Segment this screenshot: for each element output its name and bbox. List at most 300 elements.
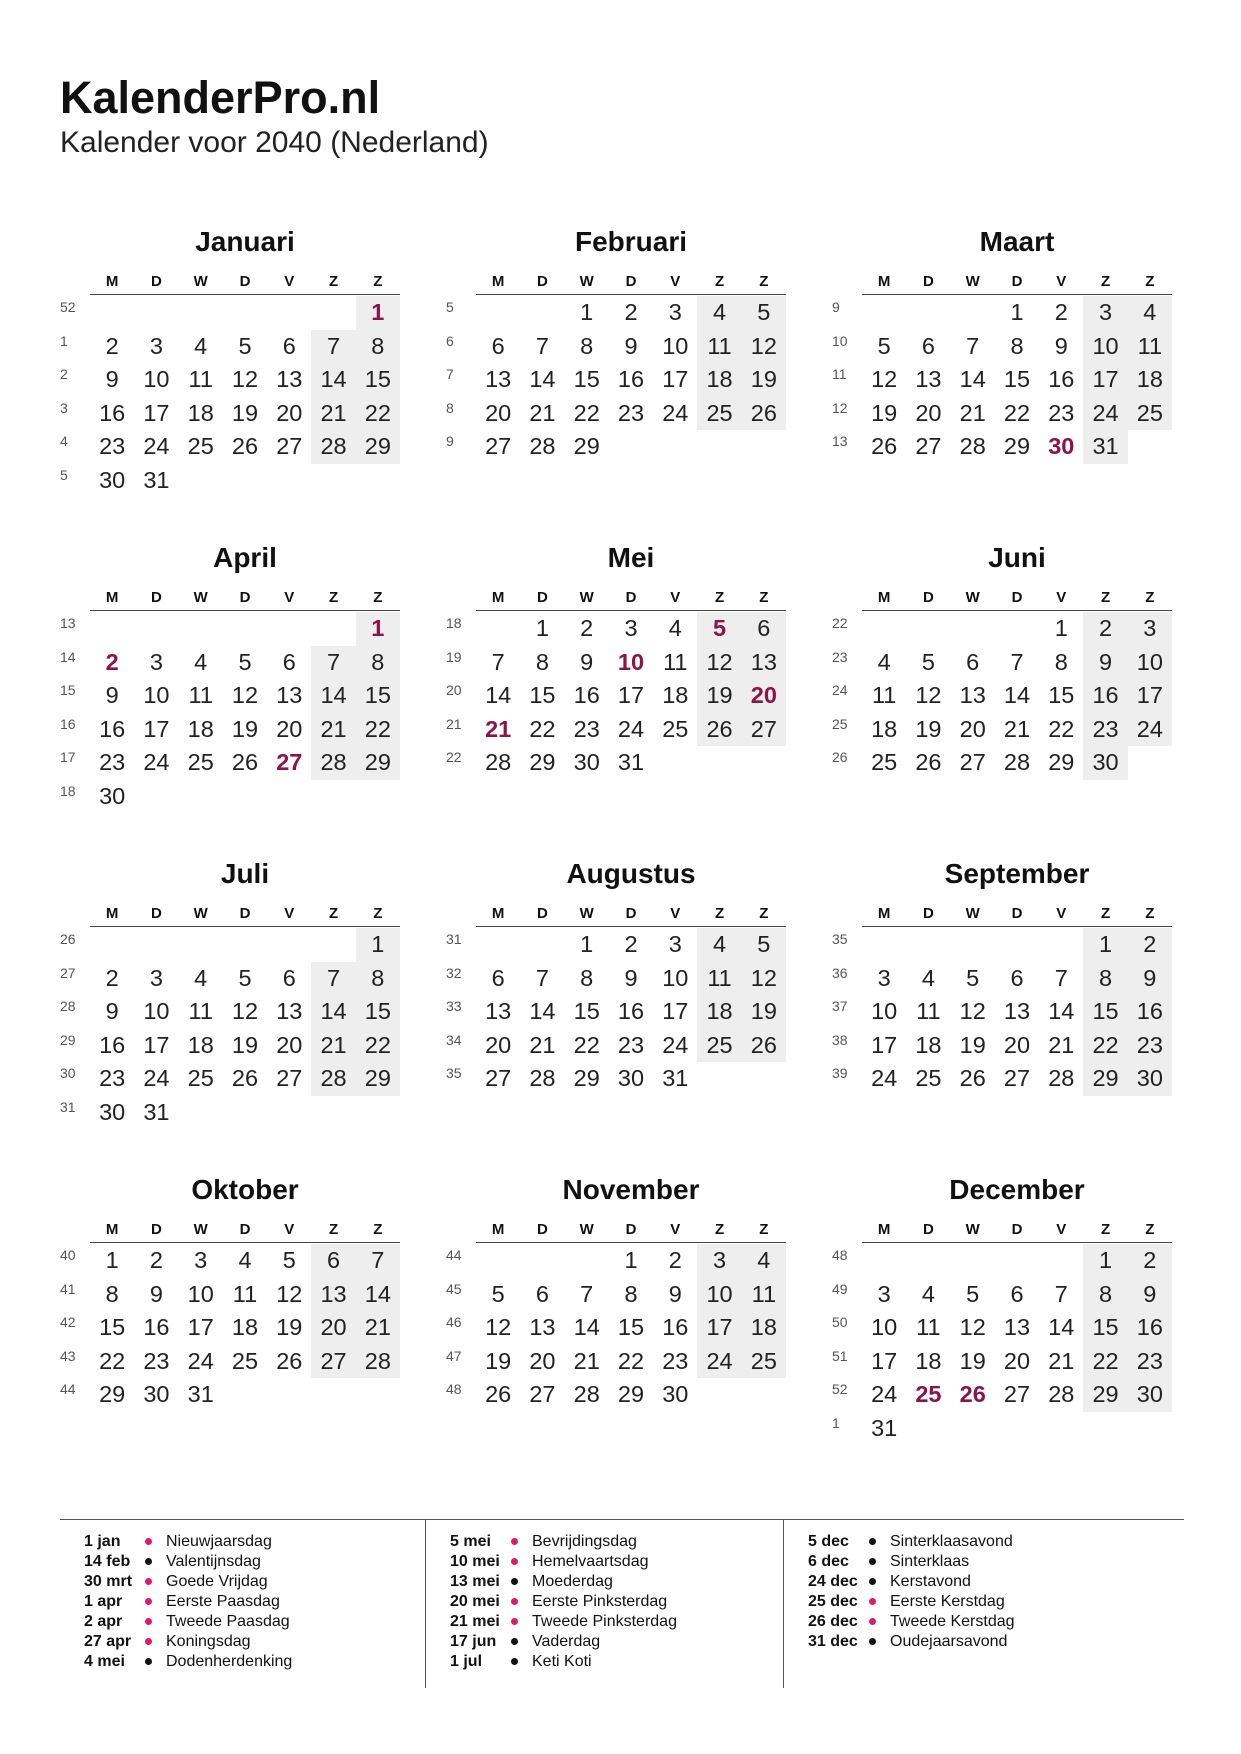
week-number: 33 — [446, 998, 462, 1014]
week-number: 28 — [60, 998, 76, 1014]
day-cell: 31 — [143, 1098, 170, 1125]
week-number: 11 — [832, 366, 847, 382]
day-cell: 12 — [231, 366, 259, 392]
holiday-dot-icon — [145, 1598, 152, 1605]
month-title: Februari — [574, 226, 688, 257]
day-cell: 8 — [624, 1280, 638, 1307]
day-cell: 7 — [491, 648, 505, 675]
week-number: 22 — [446, 749, 462, 765]
day-cell: 1 — [580, 931, 594, 957]
weekday-label: Z — [1100, 1221, 1111, 1238]
day-cell: 24 — [697, 1345, 741, 1379]
day-cell: 10 — [871, 998, 898, 1024]
day-cell: 4 — [877, 648, 891, 675]
weekday-label: W — [579, 905, 594, 922]
day-cell: 13 — [959, 682, 986, 708]
day-cell: 4 — [1128, 296, 1172, 330]
day-cell: 22 — [573, 399, 600, 426]
day-cell: 13 — [485, 366, 512, 392]
week-number: 38 — [832, 1031, 848, 1048]
day-cell: 3 — [149, 648, 163, 675]
day-cell: 29 — [1003, 433, 1031, 459]
week-number: 29 — [60, 1031, 76, 1048]
day-cell: 1 — [580, 299, 594, 325]
day-cell: 11 — [916, 998, 941, 1024]
day-cell: 26 — [276, 1347, 303, 1374]
week-number: 48 — [446, 1381, 462, 1397]
day-cell: 16 — [662, 1314, 689, 1340]
weekday-label: Z — [714, 1221, 725, 1238]
day-cell: 6 — [282, 964, 296, 991]
weekday-label: D — [923, 273, 934, 290]
day-cell: 4 — [921, 964, 935, 991]
week-number: 25 — [832, 715, 848, 732]
weekday-label: W — [193, 273, 208, 290]
day-cell: 14 — [573, 1314, 600, 1340]
events-column-3 — [783, 1520, 1139, 1688]
day-cell: 19 — [231, 1031, 259, 1058]
weekday-label: M — [491, 1221, 505, 1238]
day-cell: 4 — [742, 1244, 786, 1278]
day-cell: 25 — [231, 1347, 259, 1374]
day-cell: 24 — [871, 1381, 898, 1407]
week-number: 5 — [60, 466, 68, 483]
weekday-label: Z — [1145, 1221, 1155, 1238]
day-cell: 21 — [959, 399, 986, 426]
weekday-label: Z — [714, 273, 725, 290]
day-cell: 11 — [1128, 330, 1172, 364]
day-cell: 30 — [617, 1065, 645, 1091]
day-cell: 7 — [535, 332, 549, 359]
day-cell: 28 — [485, 749, 512, 775]
day-cell: 27 — [276, 433, 303, 459]
day-cell: 21 — [1048, 1347, 1075, 1374]
day-cell: 4 — [668, 615, 682, 641]
day-cell: 17 — [617, 682, 645, 708]
weekday-label: Z — [1145, 905, 1155, 922]
day-cell: 24 — [662, 1031, 689, 1058]
day-cell: 19 — [485, 1347, 512, 1374]
day-cell: 7 — [535, 964, 549, 991]
event-name: Koningsdag — [166, 1633, 251, 1650]
day-cell: 29 — [617, 1381, 645, 1407]
day-cell: 10 — [697, 1278, 741, 1312]
day-cell: 23 — [617, 399, 645, 426]
day-cell: 18 — [187, 399, 214, 426]
week-number: 42 — [60, 1314, 76, 1330]
week-number: 19 — [446, 648, 462, 665]
event-date: 6 dec — [808, 1553, 849, 1570]
day-cell: 20 — [529, 1347, 556, 1374]
week-number: 43 — [60, 1347, 76, 1364]
day-cell: 12 — [871, 366, 898, 392]
weekday-label: W — [965, 905, 980, 922]
day-cell: 22 — [1048, 715, 1075, 742]
day-cell: 31 — [662, 1065, 689, 1091]
day-cell: 20 — [276, 399, 303, 426]
weekday-label: Z — [759, 589, 769, 606]
day-cell: 15 — [356, 363, 400, 397]
weekday-label: M — [877, 589, 891, 606]
day-cell: 1 — [1083, 928, 1127, 962]
weekday-label: Z — [328, 1221, 339, 1238]
day-cell: 18 — [742, 1311, 786, 1345]
day-cell: 24 — [1083, 397, 1127, 431]
day-cell: 18 — [187, 715, 214, 742]
week-number: 27 — [60, 964, 76, 981]
day-cell: 14 — [311, 363, 355, 397]
day-cell: 16 — [143, 1314, 170, 1340]
day-cell: 26 — [231, 433, 259, 459]
day-cell: 12 — [231, 682, 259, 708]
holiday-dot-icon — [145, 1638, 152, 1645]
week-number: 47 — [446, 1347, 462, 1364]
day-cell: 25 — [915, 1065, 942, 1091]
week-number: 10 — [832, 332, 848, 349]
day-cell: 10 — [187, 1280, 214, 1307]
weekday-label: V — [284, 589, 295, 606]
weekday-label: Z — [714, 589, 725, 606]
weekday-label: V — [1056, 1221, 1067, 1238]
weekday-label: V — [284, 1221, 295, 1238]
event-row — [426, 1532, 781, 1552]
day-cell: 29 — [1083, 1378, 1127, 1412]
day-cell: 23 — [1048, 399, 1075, 426]
event-name: Eerste Pinksterdag — [532, 1593, 668, 1610]
day-cell: 24 — [143, 433, 170, 459]
weekday-label: V — [670, 589, 681, 606]
day-cell: 17 — [143, 715, 170, 742]
event-name: Eerste Kerstdag — [890, 1593, 1005, 1610]
day-cell: 5 — [742, 296, 786, 330]
day-cell: 21 — [1003, 715, 1031, 742]
day-cell: 9 — [105, 366, 119, 392]
weekday-label: W — [965, 1221, 980, 1238]
day-cell: 23 — [1083, 713, 1127, 747]
day-cell: 4 — [921, 1280, 935, 1307]
weekday-header — [90, 904, 400, 927]
event-dot-icon — [869, 1638, 876, 1645]
weekday-label: D — [537, 589, 548, 606]
day-cell: 28 — [1003, 749, 1031, 775]
weekday-label: M — [491, 905, 505, 922]
day-cell: 23 — [143, 1347, 170, 1374]
day-cell: 7 — [1054, 964, 1068, 991]
weekday-label: D — [1011, 589, 1023, 606]
day-cell: 3 — [149, 332, 163, 359]
event-row — [784, 1632, 1139, 1652]
day-cell: 13 — [276, 366, 303, 392]
day-cell: 25 — [742, 1345, 786, 1379]
day-cell: 28 — [1048, 1065, 1075, 1091]
day-cell: 22 — [1003, 399, 1031, 426]
day-cell: 18 — [662, 682, 689, 708]
day-cell: 27 — [1003, 1381, 1031, 1407]
day-cell: 6 — [282, 332, 296, 359]
event-date: 1 apr — [84, 1593, 123, 1610]
day-cell: 4 — [194, 648, 208, 675]
day-cell: 2 — [105, 332, 119, 359]
day-cell: 29 — [573, 1065, 600, 1091]
week-number: 32 — [446, 964, 462, 981]
day-cell: 7 — [1010, 648, 1024, 675]
day-cell: 26 — [742, 1029, 786, 1063]
day-cell: 30 — [99, 1098, 126, 1125]
day-cell: 29 — [1048, 749, 1075, 775]
weekday-header — [862, 588, 1172, 611]
event-dot-icon — [869, 1558, 876, 1565]
day-cell: 17 — [662, 998, 689, 1024]
day-cell: 13 — [529, 1314, 556, 1340]
day-cell: 14 — [311, 679, 355, 713]
week-number: 48 — [832, 1247, 848, 1263]
day-cell: 2 — [580, 615, 594, 641]
week-number: 8 — [446, 399, 454, 416]
weekday-label: W — [193, 589, 208, 606]
brand-title: KalenderPro.nl — [60, 72, 381, 123]
day-cell: 10 — [871, 1314, 898, 1340]
day-cell: 14 — [311, 995, 355, 1029]
day-cell: 23 — [99, 749, 126, 775]
event-date: 13 mei — [450, 1573, 500, 1590]
day-cell: 12 — [742, 962, 786, 996]
day-cell: 19 — [231, 399, 259, 426]
month-title: Maart — [979, 226, 1055, 257]
day-cell: 3 — [668, 299, 682, 325]
day-cell: 26 — [485, 1381, 512, 1407]
week-number: 1 — [832, 1414, 840, 1431]
event-row — [784, 1552, 1139, 1572]
week-number: 34 — [446, 1031, 462, 1048]
event-name: Kerstavond — [890, 1573, 971, 1590]
day-cell: 1 — [624, 1247, 638, 1273]
day-cell: 29 — [573, 433, 600, 459]
weekday-label: Z — [759, 273, 769, 290]
day-cell: 14 — [485, 682, 512, 708]
week-number: 17 — [60, 749, 76, 765]
day-cell: 16 — [1128, 1311, 1172, 1345]
months-grid — [60, 226, 1184, 1476]
day-cell: 11 — [188, 682, 213, 708]
day-cell: 9 — [1128, 1278, 1172, 1312]
week-number: 6 — [446, 332, 454, 349]
day-cell: 14 — [1048, 998, 1075, 1024]
day-cell: 13 — [915, 366, 942, 392]
day-cell: 15 — [1083, 995, 1127, 1029]
day-cell: 30 — [1128, 1378, 1172, 1412]
event-row — [426, 1572, 781, 1592]
day-cell: 3 — [624, 615, 638, 641]
day-cell: 6 — [491, 964, 505, 991]
day-cell: 7 — [311, 962, 355, 996]
day-cell: 6 — [311, 1244, 355, 1278]
day-cell: 20 — [742, 679, 786, 713]
day-cell: 20 — [1003, 1031, 1031, 1058]
week-number: 40 — [60, 1247, 76, 1263]
page-subtitle: Kalender voor 2040 (Nederland) — [60, 126, 489, 159]
day-cell: 11 — [916, 1314, 941, 1340]
event-row — [60, 1612, 416, 1632]
weekday-label: Z — [328, 273, 339, 290]
weekday-label: D — [239, 1221, 251, 1238]
day-cell: 13 — [1003, 1314, 1031, 1340]
month-title: December — [949, 1174, 1085, 1205]
event-date: 21 mei — [450, 1613, 500, 1630]
events-column-2 — [425, 1520, 781, 1688]
weekday-label: Z — [328, 589, 339, 606]
day-cell: 22 — [1083, 1345, 1127, 1379]
day-cell: 11 — [188, 998, 213, 1024]
day-cell: 22 — [573, 1031, 600, 1058]
day-cell: 28 — [356, 1345, 400, 1379]
day-cell: 19 — [231, 715, 259, 742]
day-cell: 3 — [877, 1280, 891, 1307]
day-cell: 27 — [276, 749, 303, 775]
day-cell: 22 — [617, 1347, 645, 1374]
day-cell: 22 — [99, 1347, 126, 1374]
holiday-dot-icon — [145, 1538, 152, 1545]
week-number: 26 — [832, 749, 848, 765]
day-cell: 9 — [1054, 332, 1068, 359]
week-number: 37 — [832, 998, 848, 1014]
day-cell: 30 — [573, 749, 600, 775]
week-number: 20 — [446, 682, 462, 698]
weekday-label: W — [193, 905, 208, 922]
day-cell: 23 — [662, 1347, 689, 1374]
week-number: 15 — [60, 682, 76, 698]
day-cell: 29 — [99, 1381, 126, 1407]
weekday-label: Z — [1145, 273, 1155, 290]
day-cell: 7 — [1054, 1280, 1068, 1307]
day-cell: 28 — [529, 433, 556, 459]
day-cell: 15 — [617, 1314, 645, 1340]
holiday-dot-icon — [511, 1558, 518, 1565]
day-cell: 8 — [1083, 962, 1127, 996]
day-cell: 18 — [915, 1031, 942, 1058]
weekday-label: M — [877, 905, 891, 922]
day-cell: 8 — [356, 646, 400, 680]
weekday-label: Z — [714, 905, 725, 922]
day-cell: 17 — [143, 399, 170, 426]
event-row — [784, 1572, 1139, 1592]
day-cell: 31 — [617, 749, 645, 775]
month-title: Juli — [220, 858, 270, 889]
week-number: 31 — [60, 1098, 76, 1115]
day-cell: 17 — [1128, 679, 1172, 713]
day-cell: 18 — [697, 363, 741, 397]
day-cell: 25 — [915, 1381, 942, 1407]
day-cell: 5 — [921, 648, 935, 675]
day-cell: 2 — [1083, 612, 1127, 646]
event-row — [60, 1532, 416, 1552]
day-cell: 20 — [959, 715, 986, 742]
day-cell: 2 — [1128, 928, 1172, 962]
event-row — [60, 1592, 416, 1612]
day-cell: 27 — [485, 433, 512, 459]
day-cell: 25 — [1128, 397, 1172, 431]
weekday-label: D — [1011, 905, 1023, 922]
week-number: 30 — [60, 1065, 76, 1081]
weekday-label: Z — [1100, 589, 1111, 606]
event-dot-icon — [145, 1558, 152, 1565]
day-cell: 28 — [311, 1062, 355, 1096]
month-title: April — [213, 542, 277, 573]
day-cell: 14 — [529, 998, 556, 1024]
day-cell: 12 — [276, 1280, 303, 1307]
day-cell: 16 — [99, 1031, 126, 1058]
day-cell: 15 — [356, 995, 400, 1029]
weekday-label: V — [1056, 589, 1067, 606]
weekday-label: Z — [328, 905, 339, 922]
event-name: Tweede Paasdag — [166, 1613, 290, 1630]
weekday-label: D — [537, 905, 548, 922]
day-cell: 10 — [143, 366, 170, 392]
weekday-header — [862, 1220, 1172, 1243]
day-cell: 5 — [877, 332, 891, 359]
day-cell: 6 — [1010, 1280, 1024, 1307]
weekday-label: D — [625, 273, 637, 290]
day-cell: 13 — [311, 1278, 355, 1312]
weekday-label: Z — [373, 589, 383, 606]
weekday-label: W — [579, 589, 594, 606]
weekday-header — [862, 904, 1172, 927]
holiday-dot-icon — [511, 1538, 518, 1545]
event-name: Keti Koti — [532, 1653, 592, 1670]
day-cell: 1 — [356, 928, 400, 962]
day-cell: 8 — [356, 330, 400, 364]
day-cell: 12 — [959, 1314, 986, 1340]
weekday-label: V — [284, 273, 295, 290]
day-cell: 22 — [356, 1029, 400, 1063]
day-cell: 7 — [966, 332, 980, 359]
day-cell: 20 — [1003, 1347, 1031, 1374]
day-cell: 27 — [529, 1381, 556, 1407]
day-cell: 14 — [1003, 682, 1031, 708]
event-row — [784, 1592, 1139, 1612]
day-cell: 25 — [697, 397, 741, 431]
weekday-label: W — [579, 273, 594, 290]
day-cell: 24 — [143, 749, 170, 775]
event-row — [60, 1572, 416, 1592]
weekday-header — [862, 272, 1172, 295]
day-cell: 27 — [276, 1065, 303, 1091]
weekday-label: D — [923, 1221, 934, 1238]
week-number: 44 — [446, 1247, 462, 1263]
day-cell: 3 — [697, 1244, 741, 1278]
weekday-label: D — [625, 1221, 637, 1238]
event-name: Goede Vrijdag — [166, 1573, 268, 1590]
event-date: 4 mei — [84, 1653, 125, 1670]
day-cell: 18 — [231, 1314, 259, 1340]
weekday-label: M — [491, 273, 505, 290]
day-cell: 21 — [485, 715, 512, 742]
week-number: 7 — [446, 366, 454, 382]
week-number: 18 — [446, 615, 462, 631]
day-cell: 5 — [491, 1280, 505, 1307]
weekday-label: M — [491, 589, 505, 606]
event-date: 30 mrt — [84, 1573, 133, 1590]
day-cell: 8 — [535, 648, 549, 675]
day-cell: 6 — [1010, 964, 1024, 991]
day-cell: 5 — [966, 964, 980, 991]
day-cell: 14 — [529, 366, 556, 392]
event-date: 24 dec — [808, 1573, 858, 1590]
day-cell: 13 — [1003, 998, 1031, 1024]
day-cell: 3 — [1128, 612, 1172, 646]
event-date: 5 dec — [808, 1533, 849, 1550]
week-number: 31 — [446, 931, 462, 947]
week-number: 52 — [60, 299, 76, 315]
